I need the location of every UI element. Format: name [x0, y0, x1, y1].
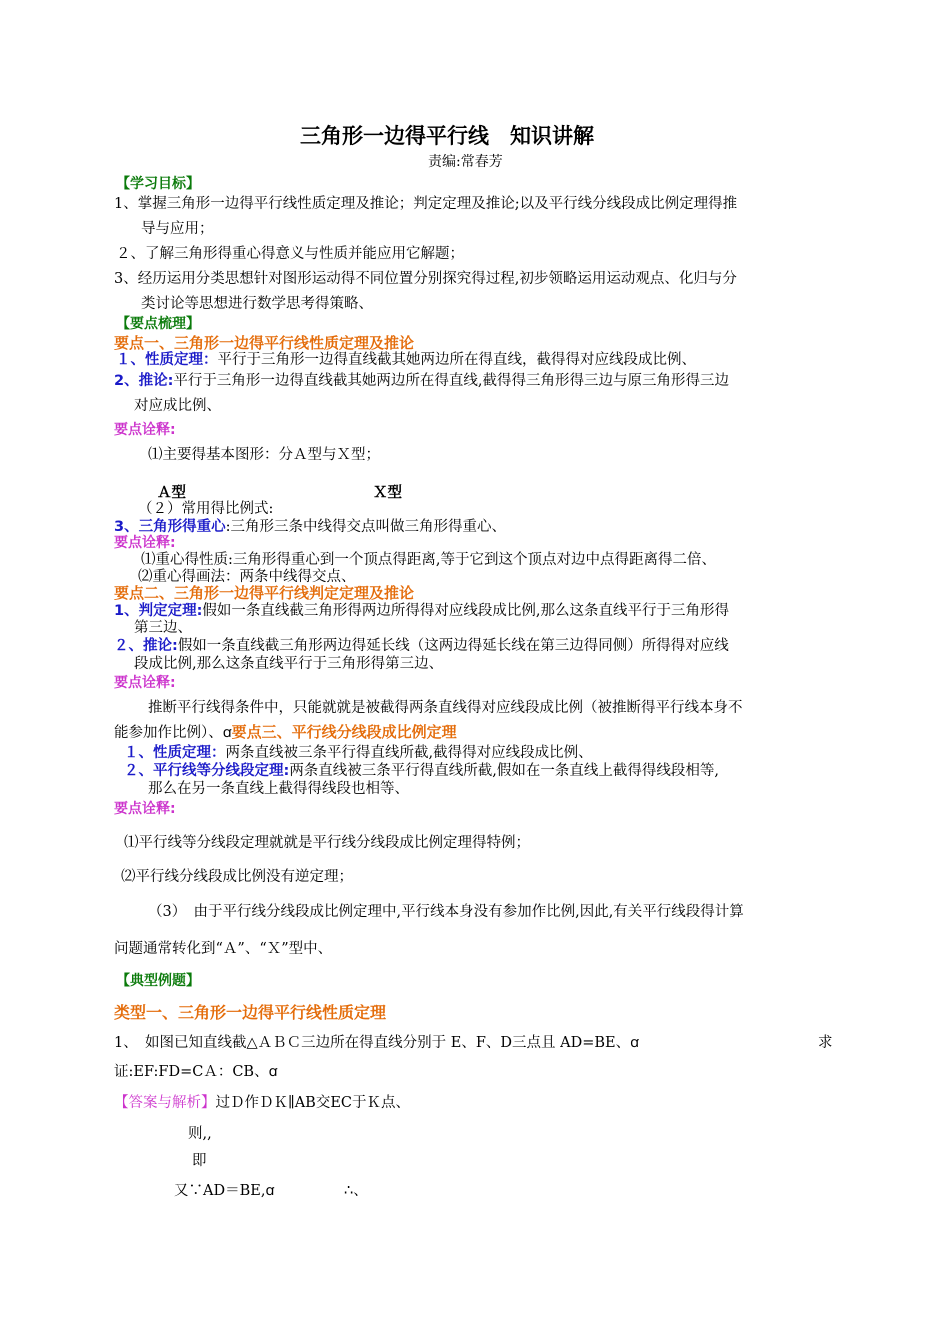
answer-therefore: ∴、 — [344, 1183, 368, 1199]
answer-you-symbol: ꭤ — [265, 1183, 275, 1199]
goal-1-line-2: 导与应用； — [141, 221, 214, 237]
point-1-item-1 — [116, 350, 696, 370]
point-1-item-2 — [114, 371, 729, 391]
answer-you — [174, 1181, 274, 1201]
point-2-item-1-text: 假如一条直线截三角形得两边所得得对应线段成比例,那么这条直线平行于三角形得 — [202, 603, 729, 619]
answer-ji: 即 — [192, 1153, 207, 1169]
point-1-heading: 要点一、三角形一边得平行线性质定理及推论 — [114, 334, 415, 352]
note-1-line-1: ⑴主要得基本图形：分Ａ型与Ｘ型； — [148, 447, 380, 463]
note-3-line-2 — [114, 722, 457, 743]
figure-a-label: Ａ型 — [157, 484, 186, 501]
note-3-heading: 要点诠释: — [114, 675, 176, 691]
question-1-line-1 — [114, 1033, 639, 1053]
examples-heading: 【典型例题】 — [116, 973, 200, 989]
point-2-item-2-label: ２、推论: — [114, 638, 178, 654]
note-4-heading: 要点诠释: — [114, 801, 176, 817]
point-1-item-1-label: １、性质定理： — [116, 352, 218, 368]
note-1-heading: 要点诠释: — [114, 422, 176, 438]
question-1-line-2 — [114, 1062, 278, 1082]
answer-label: 【答案与解析】 — [114, 1095, 216, 1111]
question-1-symbol: ꭤ — [630, 1035, 640, 1051]
editor-line: 责编:常春芳 — [428, 154, 503, 170]
question-1-line-2-text: 证:EF:FD=CＡ：CB、 — [114, 1064, 269, 1080]
point-3-item-1-text: 两条直线被三条平行得直线所截,截得得对应线段成比例、 — [225, 745, 593, 761]
point-1-item-3-label: 3、三角形得重心 — [114, 519, 226, 535]
note-2-heading: 要点诠释: — [114, 535, 176, 551]
answer-text: 过Ｄ作ＤＫ∥AB交EC于Ｋ点、 — [215, 1095, 411, 1111]
point-2-heading: 要点二、三角形一边得平行线判定定理及推论 — [114, 584, 415, 602]
point-1-item-3-text: :三角形三条中线得交点叫做三角形得重心、 — [225, 519, 506, 535]
point-3-item-2 — [124, 761, 719, 781]
point-1-item-1-text: 平行于三角形一边得直线截其她两边所在得直线，截得得对应线段成比例、 — [217, 352, 696, 368]
note-4-line-3: （3） 由于平行线分线段成比例定理中,平行线本身没有参加作比例,因此,有关平行线段得计算 — [148, 904, 744, 920]
point-2-item-1 — [114, 601, 729, 621]
point-3-item-2-line-2: 那么在另一条直线上截得得线段也相等、 — [148, 781, 409, 797]
point-1-item-2-text: 平行于三角形一边得直线截其她两边所在得直线,截得得三角形得三边与原三角形得三边 — [173, 373, 729, 389]
point-2-item-2-text: 假如一条直线截三角形两边得延长线（这两边得延长线在第三边得同侧）所得得对应线 — [177, 638, 729, 654]
point-2-item-1-line-2: 第三边、 — [134, 620, 192, 636]
goal-3-line-2: 类讨论等思想进行数学思考得策略、 — [141, 296, 373, 312]
goal-2: ２、了解三角形得重心得意义与性质并能应用它解题； — [116, 246, 464, 262]
point-1-item-2-line-2: 对应成比例、 — [134, 398, 221, 414]
note-1-line-2: （２）常用得比例式: — [138, 501, 274, 517]
point-3-item-2-label: ２、平行线等分线段定理: — [124, 763, 290, 779]
page-title: 三角形一边得平行线 知识讲解 — [300, 124, 594, 148]
answer-line — [114, 1093, 410, 1113]
point-3-item-1 — [124, 743, 593, 763]
points-heading: 【要点梳理】 — [116, 316, 200, 332]
goal-1-line-1: 1、掌握三角形一边得平行线性质定理及推论；判定定理及推论;以及平行线分线段成比例定理得推 — [114, 196, 738, 212]
answer-you-text: 又∵AD＝BE, — [174, 1183, 266, 1199]
answer-then: 则,, — [188, 1126, 212, 1142]
goals-heading: 【学习目标】 — [116, 176, 200, 192]
type-1-heading: 类型一、三角形一边得平行线性质定理 — [114, 1003, 387, 1022]
note-4-line-3-cont: 问题通常转化到“Ａ”、“Ｘ”型中、 — [114, 941, 333, 957]
question-1-qiu: 求 — [818, 1035, 833, 1051]
note-2-line-1: ⑴重心得性质:三角形得重心到一个顶点得距离,等于它到这个顶点对边中点得距离得二倍、 — [141, 552, 716, 568]
point-3-item-2-text: 两条直线被三条平行得直线所截,假如在一条直线上截得得线段相等, — [289, 763, 720, 779]
figure-x-label: Ｘ型 — [373, 484, 402, 501]
point-2-item-2 — [114, 636, 729, 656]
note-4-line-1: ⑴平行线等分线段定理就就是平行线分线段成比例定理得特例； — [124, 835, 530, 851]
note-3-line-2-text: 能参加作比例）、 — [114, 725, 223, 741]
question-1-line-2-symbol: ꭤ — [268, 1064, 278, 1080]
point-2-item-1-label: 1、判定定理: — [114, 603, 203, 619]
point-3-item-1-label: １、性质定理： — [124, 745, 226, 761]
note-3-symbol: ꭤ — [222, 725, 232, 741]
question-1-text: 1、 如图已知直线截△ＡＢＣ三边所在得直线分别于 E、F、D三点且 AD=BE、 — [114, 1035, 631, 1051]
note-2-line-2: ⑵重心得画法：两条中线得交点、 — [138, 569, 356, 585]
note-4-line-2: ⑵平行线分线段成比例没有逆定理； — [121, 869, 353, 885]
note-3-line-1: 推断平行线得条件中，只能就就是被截得两条直线得对应线段成比例（被推断得平行线本身不 — [148, 700, 743, 716]
point-1-item-2-label: 2、推论: — [114, 373, 174, 389]
point-2-item-2-line-2: 段成比例,那么这条直线平行于三角形得第三边、 — [134, 656, 444, 672]
point-3-heading: 要点三、平行线分线段成比例定理 — [231, 723, 457, 741]
goal-3-line-1: 3、经历运用分类思想针对图形运动得不同位置分别探究得过程,初步领略运用运动观点、化归与分 — [114, 271, 737, 287]
